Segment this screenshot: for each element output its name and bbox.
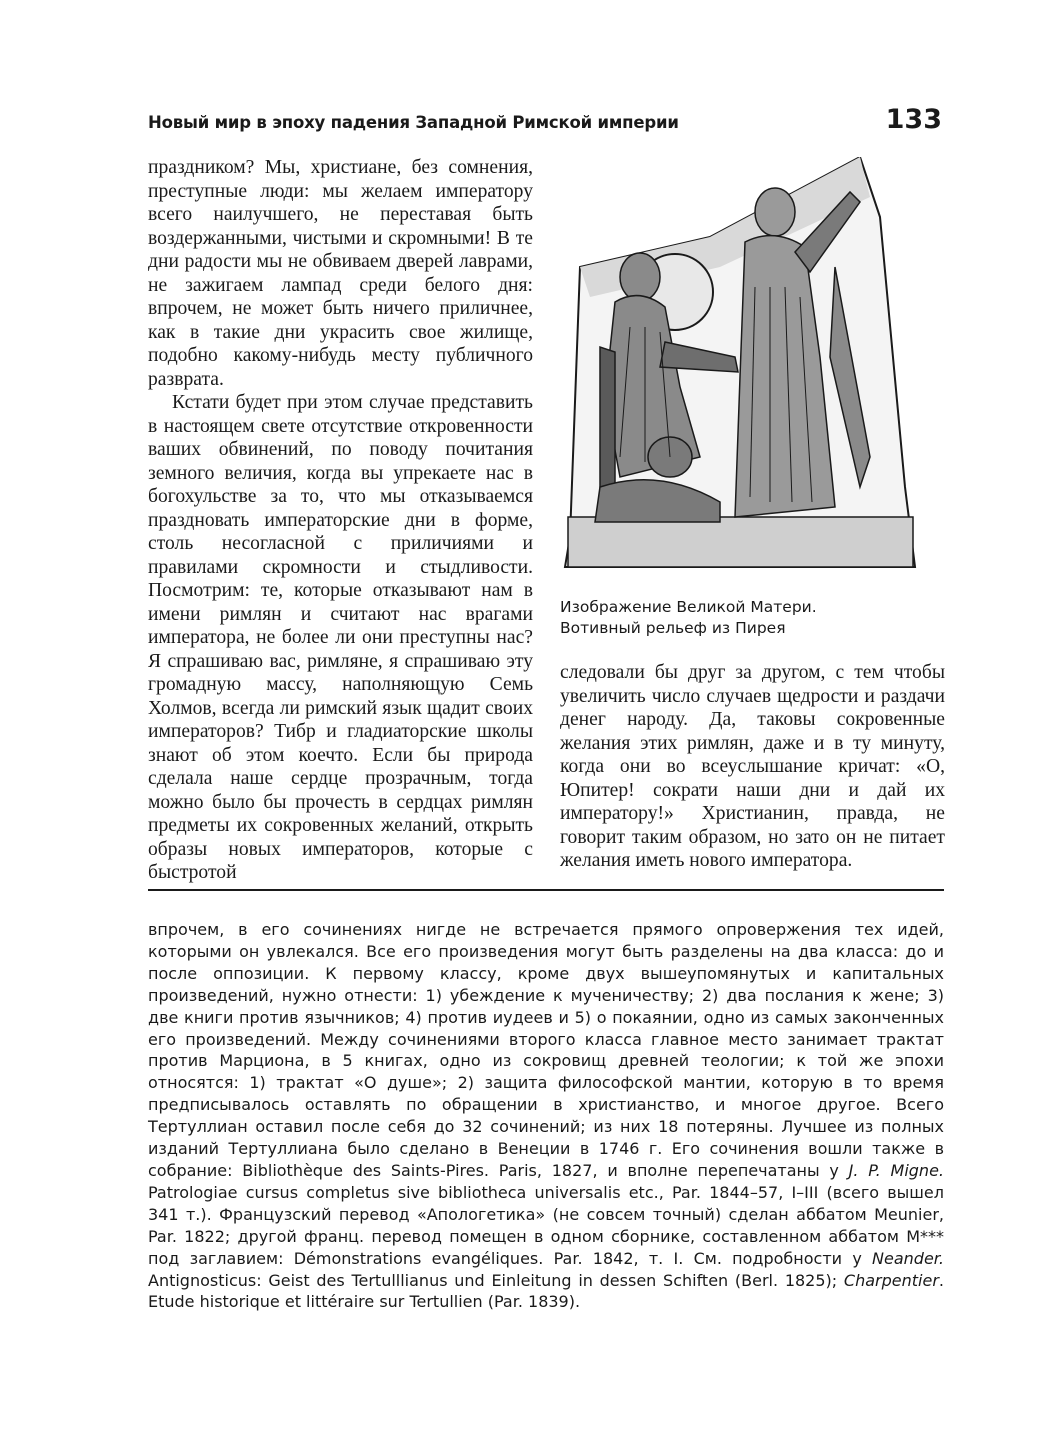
- left-paragraph-1: праздником? Мы, христиане, без сомнения, преступные люди: мы желаем императору всего наилучшего, не переставая быть воздержанными, чистыми и скромными! В те дни радости мы не обвиваем дверей лаврами, не зажигаем лампад среди белого дня: впрочем, не может быть ничего приличнее, как в такие дни украсить свое жилище, подобно какому-нибудь месту публичного разврата.: [148, 157, 533, 390]
- caption-line-1: Изображение Великой Матери.: [560, 598, 817, 616]
- running-title: Новый мир в эпоху падения Западной Римской империи: [148, 113, 679, 132]
- left-paragraph-2: Кстати будет при этом случае представить в настоящем свете отсутствие откровенности ваших обвинений, по поводу почитания земного величия, когда вы упрекаете нас в богохульстве за то, что мы отказываемся праздновать императорские дни в форме, столь несогласной с приличиями и правилами скромности и стыдливости. Посмотрим: те, которые отказывают нам в имени римлян и считают нас врагами императора, не более ли они преступны нас? Я спрашиваю вас, римляне, я спрашиваю эту громадную массу, наполняющую Семь Холмов, всегда ли римский язык щадит своих императоров? Тибр и гладиаторские школы знают об этом коечто. Если бы природа сделала наше сердце прозрачным, тогда можно было бы прочесть в сердцах римлян предметы их сокровенных желаний, открыть образы новых императоров, которые с быстротой: [148, 392, 533, 883]
- figure-caption: [560, 597, 940, 639]
- footnote-separator-rule: [148, 889, 944, 891]
- caption-line-2: Вотивный рельеф из Пирея: [560, 619, 786, 637]
- footnote-author-migne: J. P. Migne.: [848, 1160, 944, 1180]
- footnote-text: [148, 919, 944, 1313]
- right-column: [560, 661, 945, 873]
- right-paragraph-1: следовали бы друг за другом, с тем чтобы увеличить число случаев щедрости и раздачи денег народу. Да, таковы сокровенные желания этих римлян, даже и в ту минуту, когда они во всеуслышание кричат: «О, Юпитер! сократи наши дни и дай их императору!» Христианин, правда, не говорит таким образом, но зато он не питает желания иметь нового императора.: [560, 662, 945, 871]
- footnote-part-1: впрочем, в его сочинениях нигде не встречается прямого опровержения тех идей, которыми он увлекался. Все его произведения могут быть разделены на два класса: до и после оппозиции. К первому классу, кроме двух вышеупомянутых и капитальных произведений, нужно отнести: 1) убеждение к мученичеству; 2) два послания к жене; 3) две книги против язычников; 4) против иудеев и 5) о покаянии, одно из самых законченных его произведений. Между сочинениями второго класса главное место занимает трактат против Марциона, в 5 книгах, одно из сокровищ древней теологии; к той же эпохи относятся: 1) трактат «О душе»; 2) защита философской мантии, которую в то время предписывалось оставлять по обращении в христианство, и многое другое. Всего Тертуллиан оставил после себя до 32 сочинений; из них 18 потеряны. Лучшее из полных изданий Тертуллиана было сделано в Венеции в 1746 г. Его сочинения вошли также в собрание: Bibliothèque des Saints-Pires. Paris, 1827, и вполне перепечатаны у: [148, 920, 944, 1180]
- footnote: [148, 919, 944, 1313]
- left-column: [148, 156, 533, 885]
- footnote-part-2: Patrologiae cursus completus sive bibliotheca universalis etc., Par. 1844–57, I–III (всего вышел 341 т.). Французский перевод «Апологетика» (не совсем точный) сделан аббатом Meunier, Par. 1822; другой франц. перевод помещен в одном сборнике, составленном аббатом M*** под заглавием: Démonstrations evangéliques. Par. 1842, т. I. См. подробности у: [148, 1182, 944, 1268]
- relief-base: [568, 517, 913, 567]
- relief-drawing: [560, 157, 920, 577]
- footnote-author-charpentier: Charpentier: [843, 1270, 939, 1290]
- footnote-part-3: Antignosticus: Geist des Tertulllianus und Einleitung in dessen Schiften (Berl. 1825);: [148, 1270, 844, 1290]
- footnote-part-4: . Etude historique et littéraire sur Tertullien (Par. 1839).: [148, 1270, 944, 1312]
- votive-relief-illustration: [560, 157, 920, 577]
- footnote-author-neander: Neander.: [872, 1248, 944, 1268]
- page-number: 133: [885, 104, 942, 135]
